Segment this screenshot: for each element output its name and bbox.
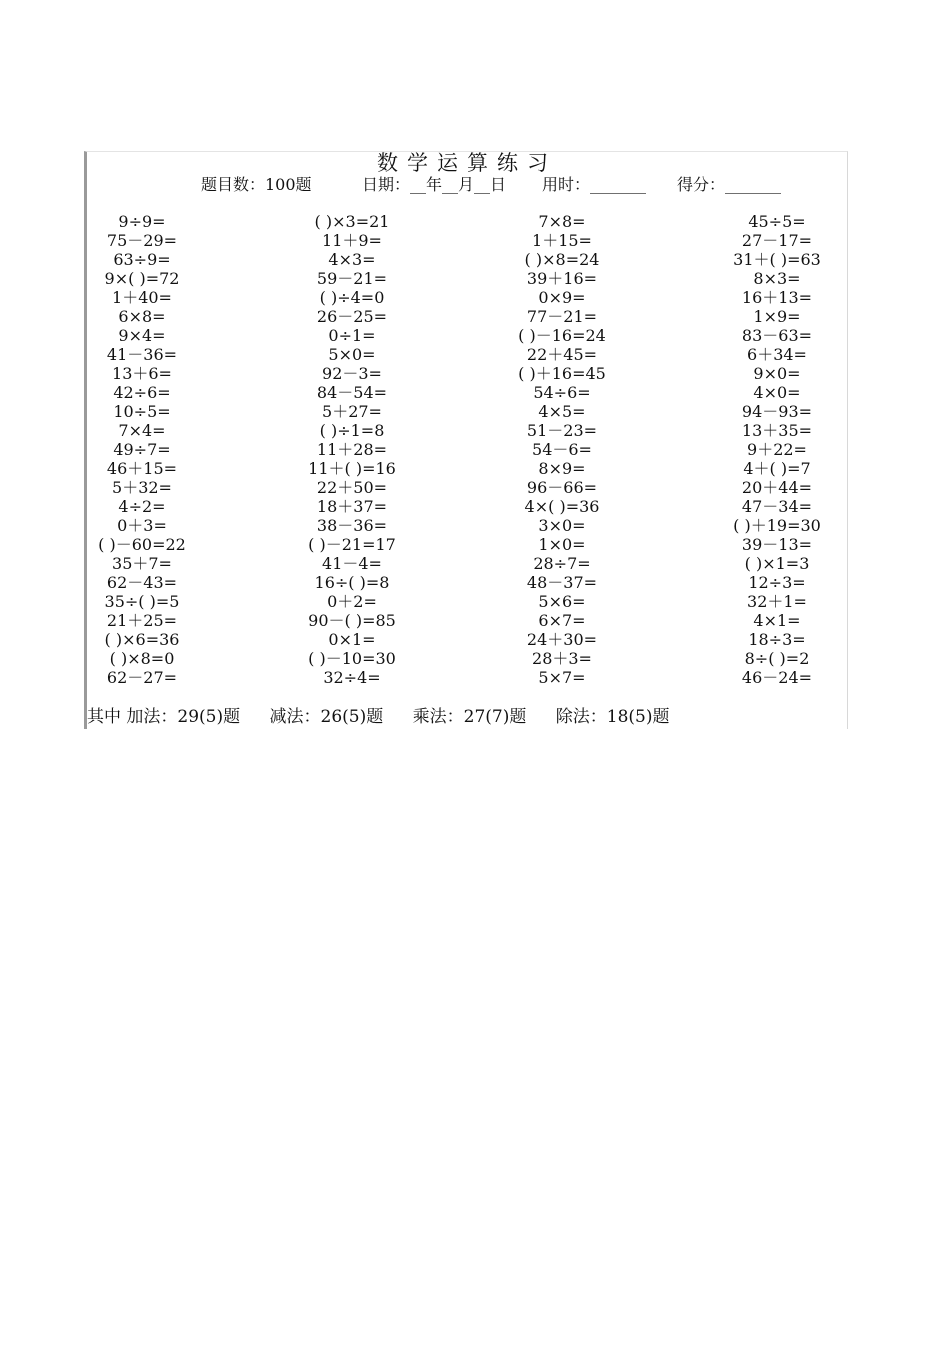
problem-item: 47－34= — [741, 497, 813, 516]
problem-item: 7×8= — [538, 212, 586, 231]
problem-item: 18＋37= — [316, 497, 388, 516]
problem-item: ( )×8=0 — [109, 649, 175, 668]
summary-subtraction: 减法：26(5)题 — [269, 707, 384, 727]
problem-item: ( )－21=17 — [308, 535, 396, 554]
problem-item: 16÷( )=8 — [314, 573, 390, 592]
problem-item: 84－54= — [316, 383, 388, 402]
problem-item: 4×1= — [753, 611, 801, 630]
problem-item: ( )－16=24 — [518, 326, 606, 345]
problem-item: 10÷5= — [113, 402, 171, 421]
problem-item: 1＋15= — [532, 231, 592, 250]
problem-item: 5×6= — [538, 592, 586, 611]
problem-item: 4×5= — [538, 402, 586, 421]
problem-item: ( )－60=22 — [98, 535, 186, 554]
problem-item: 0＋3= — [117, 516, 167, 535]
problem-item: 28＋3= — [532, 649, 592, 668]
problem-item: 4＋( )=7 — [743, 459, 811, 478]
problem-item: 45÷5= — [748, 212, 806, 231]
problem-item: 96－66= — [526, 478, 598, 497]
problem-item: 51－23= — [526, 421, 598, 440]
worksheet-title: 数学运算练习 — [377, 151, 557, 175]
problem-item: 27－17= — [741, 231, 813, 250]
question-count: 题目数：100题 — [201, 175, 312, 194]
problem-item: 41－4= — [322, 554, 382, 573]
problem-item: 8×3= — [753, 269, 801, 288]
problem-item: 31＋( )=63 — [733, 250, 821, 269]
problem-item: 6＋34= — [747, 345, 807, 364]
problem-item: 46－24= — [741, 668, 813, 687]
problem-item: 54－6= — [532, 440, 592, 459]
worksheet — [84, 151, 848, 729]
summary-row — [87, 707, 694, 727]
problem-item: 39－13= — [741, 535, 813, 554]
problem-item: 0×9= — [538, 288, 586, 307]
problem-item: 35÷( )=5 — [104, 592, 180, 611]
problem-item: 13＋6= — [112, 364, 172, 383]
problem-item: 9＋22= — [747, 440, 807, 459]
problem-item: ( )×3=21 — [314, 212, 390, 231]
problem-item: 0＋2= — [327, 592, 377, 611]
problem-item: 35＋7= — [112, 554, 172, 573]
problem-item: ( )×6=36 — [104, 630, 180, 649]
problem-item: 8÷( )=2 — [744, 649, 810, 668]
date-field: 日期：__年__月__日 — [362, 175, 507, 194]
problem-item: 48－37= — [526, 573, 598, 592]
problem-item: 94－93= — [741, 402, 813, 421]
problem-item: ( )－10=30 — [308, 649, 396, 668]
problem-item: 22＋45= — [526, 345, 598, 364]
problem-item: 5×7= — [538, 668, 586, 687]
problem-item: 11＋( )=16 — [308, 459, 396, 478]
problem-column-2 — [277, 212, 427, 687]
problem-item: 32÷4= — [323, 668, 381, 687]
problem-item: 28÷7= — [533, 554, 591, 573]
problem-item: ( )×8=24 — [524, 250, 600, 269]
problem-item: 21＋25= — [106, 611, 178, 630]
problem-item: 6×7= — [538, 611, 586, 630]
problem-item: 63÷9= — [113, 250, 171, 269]
problem-item: 11＋28= — [316, 440, 388, 459]
problem-item: 46＋15= — [106, 459, 178, 478]
problem-item: 59－21= — [316, 269, 388, 288]
problem-item: 1×0= — [538, 535, 586, 554]
problem-item: 16＋13= — [741, 288, 813, 307]
problem-item: 5×0= — [328, 345, 376, 364]
problem-item: 5＋32= — [112, 478, 172, 497]
problem-item: 6×8= — [118, 307, 166, 326]
problem-item: 7×4= — [118, 421, 166, 440]
problem-item: ( )÷1=8 — [319, 421, 385, 440]
problem-item: 90－( )=85 — [308, 611, 396, 630]
problem-item: 12÷3= — [748, 573, 806, 592]
problem-item: 24＋30= — [526, 630, 598, 649]
problem-item: 54÷6= — [533, 383, 591, 402]
problem-item: 75－29= — [106, 231, 178, 250]
problem-item: 49÷7= — [113, 440, 171, 459]
problem-item: 4×3= — [328, 250, 376, 269]
summary-multiplication: 乘法：27(7)题 — [412, 707, 527, 727]
problem-item: 42÷6= — [113, 383, 171, 402]
problem-item: 32＋1= — [747, 592, 807, 611]
problem-item: 4×( )=36 — [524, 497, 600, 516]
problem-item: 41－36= — [106, 345, 178, 364]
problem-item: 22＋50= — [316, 478, 388, 497]
problem-item: 9÷9= — [118, 212, 166, 231]
problem-item: 38－36= — [316, 516, 388, 535]
problem-item: ( )＋19=30 — [733, 516, 821, 535]
problem-item: 62－27= — [106, 668, 178, 687]
problem-item: 9×( )=72 — [104, 269, 180, 288]
problem-item: 62－43= — [106, 573, 178, 592]
problem-item: 0×1= — [328, 630, 376, 649]
problem-item: 20＋44= — [741, 478, 813, 497]
problem-item: 0÷1= — [328, 326, 376, 345]
problem-column-4 — [702, 212, 852, 687]
problem-item: 18÷3= — [748, 630, 806, 649]
summary-division: 除法：18(5)题 — [555, 707, 670, 727]
problem-column-3 — [487, 212, 637, 687]
problem-item: 9×0= — [753, 364, 801, 383]
problem-item: 9×4= — [118, 326, 166, 345]
problem-item: 92－3= — [322, 364, 382, 383]
problem-item: 39＋16= — [526, 269, 598, 288]
problem-item: 77－21= — [526, 307, 598, 326]
problem-item: 4÷2= — [118, 497, 166, 516]
problem-item: 26－25= — [316, 307, 388, 326]
problem-item: 4×0= — [753, 383, 801, 402]
info-row — [87, 174, 847, 196]
problem-item: 5＋27= — [322, 402, 382, 421]
problem-item: ( )÷4=0 — [319, 288, 385, 307]
problem-item: 8×9= — [538, 459, 586, 478]
problem-item: 11＋9= — [322, 231, 382, 250]
problem-item: 83－63= — [741, 326, 813, 345]
score-field: 得分：_______ — [677, 175, 782, 194]
problem-column-1 — [67, 212, 217, 687]
summary-addition: 其中 加法：29(5)题 — [87, 707, 241, 727]
problem-item: 13＋35= — [741, 421, 813, 440]
problem-item: 1＋40= — [112, 288, 172, 307]
problem-item: 1×9= — [753, 307, 801, 326]
time-field: 用时：_______ — [542, 175, 647, 194]
problem-item: 3×0= — [538, 516, 586, 535]
problem-item: ( )＋16=45 — [518, 364, 606, 383]
problem-item: ( )×1=3 — [744, 554, 810, 573]
